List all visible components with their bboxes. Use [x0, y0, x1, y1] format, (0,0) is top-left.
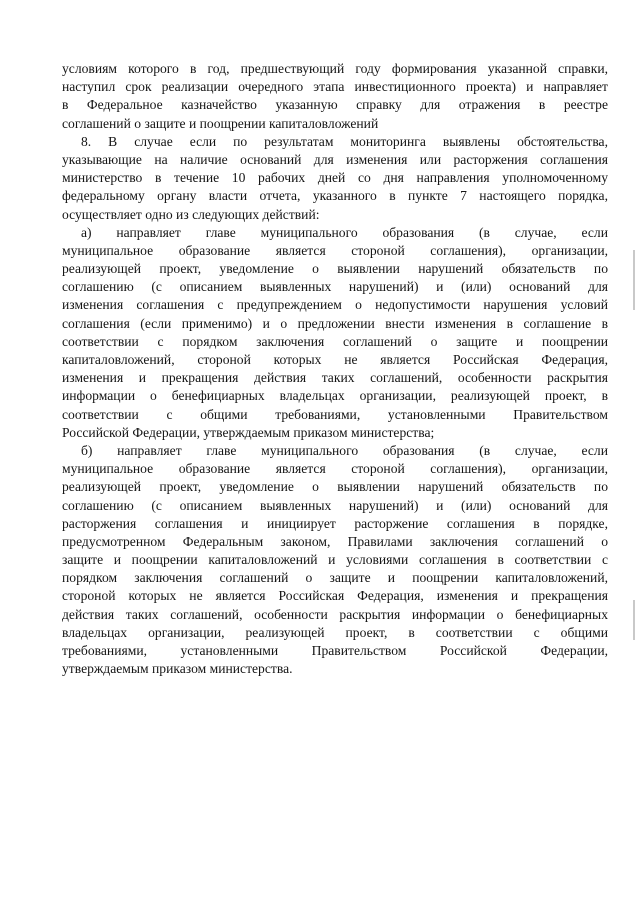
text-line: защите и поощрении капиталовложений и условиями соглашения в соответствии с	[62, 552, 608, 568]
text-line: изменения соглашения с предупреждением о недопустимости нарушения условий	[62, 297, 608, 313]
text-line: реализующей проект, уведомление о выявлении нарушений обязательств по	[62, 479, 608, 495]
text-line: информации о бенефициарных владельцах организации, реализующей проект, в	[62, 388, 608, 404]
text-line: муниципальное образование является стороной соглашения), организации,	[62, 461, 608, 477]
text-line: в Федеральное казначейство указанную справку для отражения в реестре	[62, 97, 608, 113]
text-line: изменения и прекращения действия таких соглашений, особенности раскрытия	[62, 370, 608, 386]
text-line: реализующей проект, уведомление о выявлении нарушений обязательств по	[62, 261, 608, 277]
text-line: предусмотренном Федеральным законом, Правилами заключения соглашений о	[62, 533, 608, 549]
text-line: капиталовложений, стороной которых не является Российская Федерация,	[62, 352, 608, 367]
text-line: действия таких соглашений, особенности раскрытия информации о бенефициарных	[62, 606, 608, 622]
text-line: соглашения (если применимо) и о предложении внести изменения в соглашение в	[62, 315, 608, 331]
text-line: соглашений о защите и поощрении капиталовложений	[62, 115, 379, 131]
text-line: министерство в течение 10 рабочих дней со дня направления уполномоченному	[62, 170, 608, 186]
paragraph-item-8	[62, 133, 608, 224]
text-line: порядком заключения соглашений о защите и поощрении капиталовложений,	[62, 570, 608, 586]
text-line: владельцах организации, реализующей проект, в соответствии с общими	[62, 624, 608, 640]
text-line: б) направляет главе муниципального образования (в случае, если	[81, 442, 608, 458]
text-line: соглашению (с описанием выявленных нарушений) и (или) оснований для	[62, 279, 608, 295]
text-line: расторжения соглашения и инициирует расторжение соглашения в порядке,	[62, 515, 608, 531]
text-line: стороной которых не является Российская Федерация, изменения и прекращения	[62, 588, 608, 604]
text-line: осуществляет одно из следующих действий:	[62, 206, 320, 222]
text-line: соответствии с порядком заключения соглашений о защите и поощрении	[62, 333, 608, 349]
text-line: федеральному органу власти отчета, указанного в пункте 7 настоящего порядка,	[62, 188, 608, 204]
scan-artifact	[633, 250, 635, 310]
paragraph-continuation	[62, 60, 608, 133]
text-line: утверждаемым приказом министерства.	[62, 661, 293, 677]
text-line: наступил срок реализации очередного этапа инвестиционного проекта) и направляет	[62, 79, 608, 95]
paragraph-item-8b	[62, 442, 608, 678]
text-line: соглашению (с описанием выявленных нарушений) и (или) оснований для	[62, 497, 608, 513]
text-line: а) направляет главе муниципального образования (в случае, если	[81, 224, 608, 240]
text-line: соответствии с общими требованиями, установленными Правительством	[62, 406, 608, 422]
paragraph-item-8a	[62, 224, 608, 442]
scan-artifact	[633, 600, 635, 640]
document-page	[62, 60, 608, 678]
text-line: Российской Федерации, утверждаемым приказом министерства;	[62, 424, 435, 440]
text-line: муниципальное образование является стороной соглашения), организации,	[62, 242, 608, 258]
text-line: 8. В случае если по результатам мониторинга выявлены обстоятельства,	[81, 133, 608, 149]
text-line: требованиями, установленными Правительством Российской Федерации,	[62, 643, 608, 658]
text-line: указывающие на наличие оснований для изменения или расторжения соглашения	[62, 151, 608, 167]
text-line: условиям которого в год, предшествующий году формирования указанной справки,	[62, 61, 608, 76]
